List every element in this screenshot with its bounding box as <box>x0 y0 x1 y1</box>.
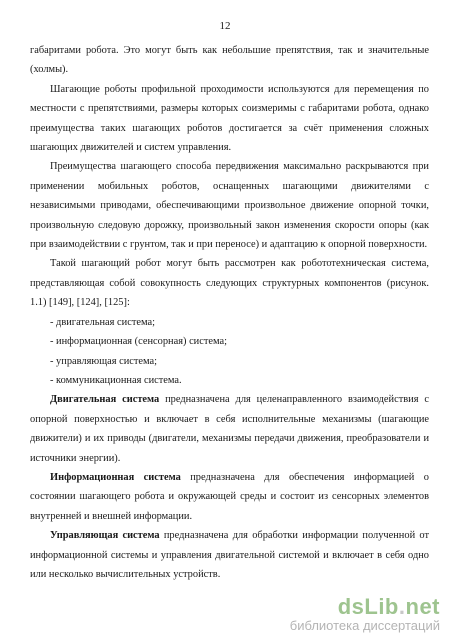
paragraph: габаритами робота. Это могут быть как небольшие препятствия, так и значительные (холмы). <box>30 45 429 76</box>
term-control-system: Управляющая система <box>50 530 160 542</box>
paragraph: Управляющая система предназначена для обработки информации полученной от информационной системы и управления двигательной системой и включает в себя одно или несколько вычислительных устройств. <box>30 530 429 580</box>
list-item: - двигательная система; <box>50 316 155 328</box>
list-item: - коммуникационная система. <box>50 374 182 386</box>
paragraph: Шагающие роботы профильной проходимости используются для перемещения по местности с препятствиями, размеры которых соизмеримы с габаритами робота, однако преимущества таких шагающих роботов достигается за счёт применения сложных шагающих движителей и систем управления. <box>30 83 429 154</box>
list-item: - управляющая система; <box>50 355 158 367</box>
paragraph: Информационная система предназначена для обеспечения информацией о состоянии шагающего робота и окружающей среды и состоит из сенсорных элементов внутренней и внешней информации. <box>30 471 429 522</box>
term-motor-system: Двигательная система <box>50 394 160 406</box>
paragraph: Такой шагающий робот могут быть рассмотрен как робототехническая система, представляющая собой совокупность следующих структурных компонентов (рисунок. 1.1) [149], [124], [125]: <box>30 258 429 309</box>
list-item: - информационная (сенсорная) система; <box>50 336 228 348</box>
page-body <box>30 41 429 584</box>
page-number: 12 <box>219 20 231 32</box>
dslib-watermark[interactable] <box>290 596 440 633</box>
dslib-tagline: библиотека диссертаций <box>289 618 440 633</box>
term-information-system: Информационная система <box>50 471 181 483</box>
dslib-logo: dsLib.net <box>337 594 440 619</box>
paragraph: Преимущества шагающего способа передвижения максимально раскрываются при применении мобильных роботов, оснащенных шагающими движителями с независимыми приводами, обеспечивающими произвольное движение опорной точки, произвольную следовую дорожку, произвольный закон изменения скорости опоры (как при взаимодействии с грунтом, так и при переносе) и адаптацию к опорной поверхности. <box>30 161 429 251</box>
paragraph: Двигательная система предназначена для целенаправленного взаимодействия с опорной поверхностью и включает в себя исполнительные механизмы (шагающие движители) и их приводы (двигатели, механизмы передачи движения, преобразователи и источники энергии). <box>30 394 429 464</box>
